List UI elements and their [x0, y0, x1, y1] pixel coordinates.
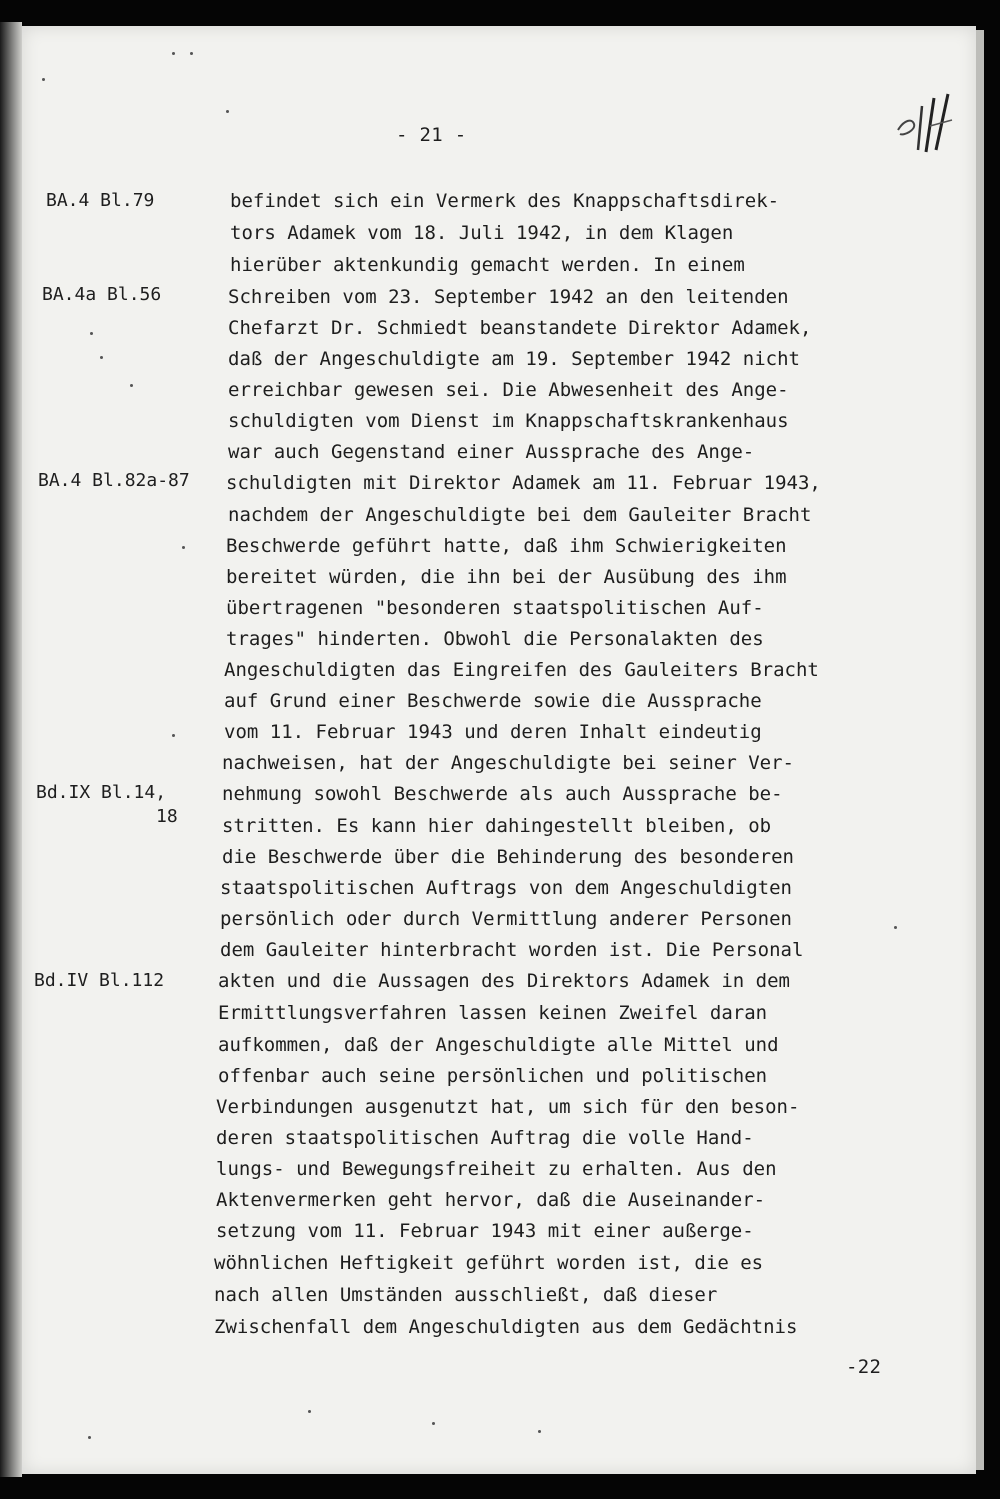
text-line: schuldigten vom Dienst im Knappschaftskrankenhaus	[228, 410, 789, 432]
text-line: nach allen Umständen ausschließt, daß dieser	[214, 1284, 718, 1306]
text-line: befindet sich ein Vermerk des Knappschaftsdirek-	[230, 190, 780, 212]
text-line: nachweisen, hat der Angeschuldigte bei seiner Ver-	[222, 752, 794, 774]
text-line: schuldigten mit Direktor Adamek am 11. Februar 1943,	[226, 472, 821, 494]
continuation-marker: -22	[846, 1356, 882, 1378]
handwritten-mark	[890, 90, 970, 160]
text-line: stritten. Es kann hier dahingestellt bleiben, ob	[222, 815, 772, 837]
text-line: Verbindungen ausgenutzt hat, um sich für den beson-	[216, 1096, 800, 1118]
text-line: war auch Gegenstand einer Aussprache des Ange-	[228, 441, 755, 463]
text-line: die Beschwerde über die Behinderung des besonderen	[222, 846, 794, 868]
text-line: lungs- und Bewegungsfreiheit zu erhalten. Aus den	[216, 1158, 777, 1180]
text-line: vom 11. Februar 1943 und deren Inhalt eindeutig	[224, 721, 762, 743]
text-line: persönlich oder durch Vermittlung anderer Personen	[220, 908, 792, 930]
page-edge	[976, 30, 984, 1470]
text-line: staatspolitischen Auftrags von dem Angeschuldigten	[220, 877, 792, 899]
margin-reference: Bd.IX Bl.14,	[36, 782, 167, 803]
paper-speck	[130, 384, 133, 387]
page-number: - 21 -	[396, 124, 467, 146]
text-line: tors Adamek vom 18. Juli 1942, in dem Klagen	[230, 222, 734, 244]
text-line: akten und die Aussagen des Direktors Adamek in dem	[218, 970, 790, 992]
text-line: setzung vom 11. Februar 1943 mit einer außerge-	[216, 1220, 754, 1242]
margin-reference: Bd.IV Bl.112	[34, 970, 165, 991]
text-line: offenbar auch seine persönlichen und politischen	[218, 1065, 768, 1087]
text-line: Beschwerde geführt hatte, daß ihm Schwierigkeiten	[226, 535, 787, 557]
text-line: daß der Angeschuldigte am 19. September 1942 nicht	[228, 348, 800, 370]
text-line: dem Gauleiter hinterbracht worden ist. Die Personal	[220, 939, 804, 961]
text-line: Angeschuldigten das Eingreifen des Gauleiters Bracht	[224, 659, 819, 681]
margin-reference: BA.4a Bl.56	[42, 284, 162, 305]
text-line: Schreiben vom 23. September 1942 an den leitenden	[228, 286, 789, 308]
paper-speck	[182, 546, 185, 549]
text-line: übertragenen "besonderen staatspolitischen Auf-	[226, 597, 764, 619]
text-line: Ermittlungsverfahren lassen keinen Zweifel daran	[218, 1002, 768, 1024]
paper-speck	[90, 332, 93, 335]
paper-speck	[88, 1436, 91, 1439]
text-line: wöhnlichen Heftigkeit geführt worden ist, die es	[214, 1252, 764, 1274]
paper-speck	[100, 356, 103, 359]
margin-reference: BA.4 Bl.79	[46, 190, 155, 211]
text-line: nachdem der Angeschuldigte bei dem Gauleiter Bracht	[228, 504, 812, 526]
text-line: nehmung sowohl Beschwerde als auch Aussprache be-	[222, 783, 783, 805]
paper-speck	[308, 1410, 311, 1413]
text-line: auf Grund einer Beschwerde sowie die Aussprache	[224, 690, 762, 712]
paper-speck	[538, 1430, 541, 1433]
text-line: Aktenvermerken geht hervor, daß die Auseinander-	[216, 1189, 766, 1211]
margin-reference: 18	[156, 806, 178, 827]
paper-speck	[894, 926, 897, 929]
text-line: Zwischenfall dem Angeschuldigten aus dem Gedächtnis	[214, 1316, 798, 1338]
text-line: hierüber aktenkundig gemacht werden. In einem	[230, 254, 745, 276]
paper-speck	[190, 52, 193, 55]
text-line: erreichbar gewesen sei. Die Abwesenheit des Ange-	[228, 379, 789, 401]
margin-reference: BA.4 Bl.82a-87	[38, 470, 190, 491]
text-line: bereitet würden, die ihn bei der Ausübung des ihm	[226, 566, 787, 588]
paper-speck	[432, 1422, 435, 1425]
text-line: trages" hinderten. Obwohl die Personalakten des	[226, 628, 764, 650]
text-line: deren staatspolitischen Auftrag die volle Hand-	[216, 1127, 754, 1149]
paper-speck	[172, 52, 175, 55]
binding-edge	[0, 22, 22, 1477]
paper-speck	[226, 110, 229, 113]
paper-speck	[42, 78, 45, 81]
paper-speck	[172, 734, 175, 737]
text-line: aufkommen, daß der Angeschuldigte alle Mittel und	[218, 1034, 779, 1056]
text-line: Chefarzt Dr. Schmiedt beanstandete Direktor Adamek,	[228, 317, 812, 339]
